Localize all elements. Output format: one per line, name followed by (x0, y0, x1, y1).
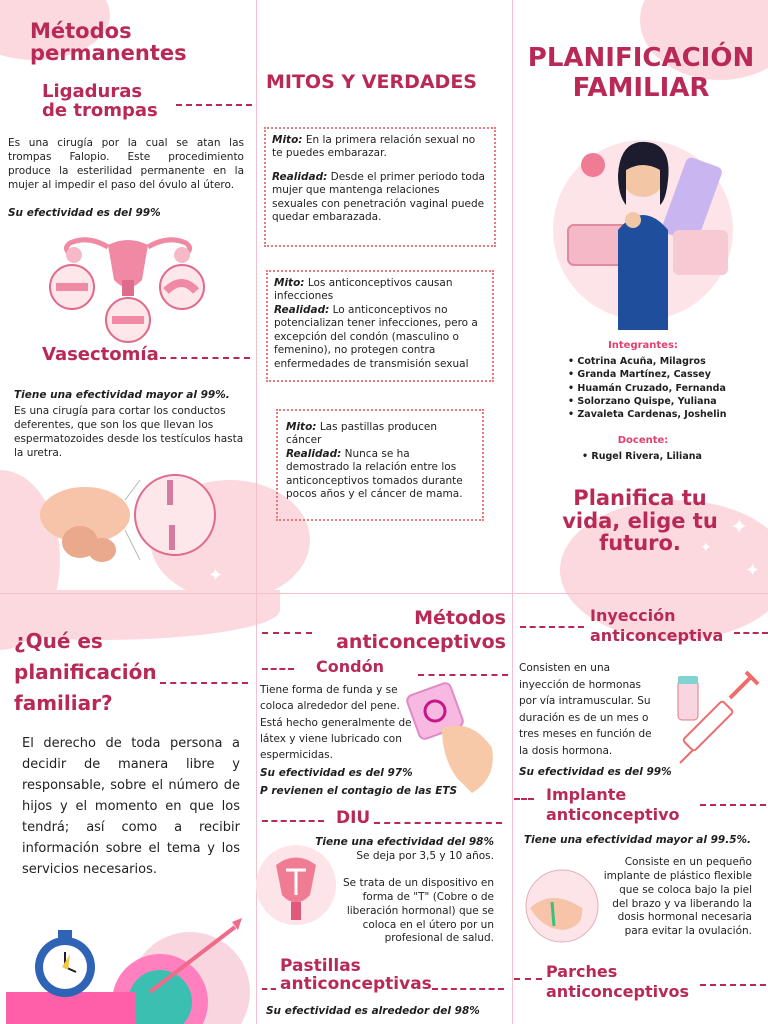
reality-label: Realidad: (286, 447, 342, 460)
title-line: anticonceptivos (546, 982, 690, 1001)
condon-effectiveness: Su efectividad es del 97% (260, 767, 413, 779)
title-line: anticonceptivo (546, 805, 680, 824)
title-line: de trompas (42, 99, 158, 121)
myth-text: Las pastillas producen cáncer (286, 421, 437, 447)
implant-arm-illustration (522, 868, 604, 944)
vasectomia-title: Vasectomía (42, 344, 159, 365)
diu-effectiveness: Tiene una efectividad del 98% (315, 836, 494, 848)
sparkle-icon: ✦ (228, 20, 244, 41)
myth-3 (286, 421, 474, 448)
title-line: anticonceptivas (280, 973, 432, 994)
vasectomia-text: Es una cirugía para cortar los conductos deferentes, que son los que llevan los espermatozoides desde los testículos hasta la uretra. (14, 405, 244, 459)
condon-text: Tiene forma de funda y se coloca alrededor del pene. Está hecho generalmente de látex y viene lubricado con espermicidas. (260, 684, 412, 762)
pastillas-title (280, 958, 432, 994)
condon-ets: P revienen el contagio de las ETS (260, 785, 458, 797)
sparkle-icon: ✦ (700, 540, 712, 556)
title-line: Implante (546, 785, 627, 804)
slogan-line: futuro. (599, 531, 681, 556)
inyeccion-effectiveness: Su efectividad es del 99% (519, 766, 672, 778)
dashed-divider (734, 632, 768, 634)
diu-text: Se trata de un dispositivo en forma de "T" (Cobre o de liberación hormonal) que se coloca en el útero por un profesional de salud. (343, 877, 494, 945)
myth-text: Los anticonceptivos causan infecciones (274, 277, 453, 303)
reality-label: Realidad: (272, 170, 328, 183)
docente-label: Docente: (617, 435, 669, 447)
title-line: PLANIFICACIÓN (527, 43, 755, 73)
reality-text: Lo anticonceptivos no potencializan tener infecciones, pero a excepción del condón (masculino o femenino), no protegen contra enfermedades de transmisión sexual (274, 303, 478, 370)
pastillas-effectiveness: Su efectividad es alrededor del 98% (266, 1005, 480, 1017)
myth-label: Mito: (274, 277, 305, 289)
list-item: • Solorzano Quispe, Yuliana (568, 395, 758, 408)
sparkle-icon: ✦ (730, 515, 749, 540)
myth-box-2 (266, 270, 494, 382)
list-item: • Cotrina Acuña, Milagros (568, 355, 758, 368)
implante-effectiveness: Tiene una efectividad mayor al 99.5%. (524, 834, 752, 846)
inyeccion-text: Consisten en una inyección de hormonas por vía intramuscular. Su duración es de un mes o tres meses en función de la dosis hormona. (519, 662, 652, 757)
ligaduras-title (42, 83, 158, 121)
dashed-divider (262, 632, 312, 634)
dashed-divider (514, 978, 542, 980)
sparkle-icon: ✦ (745, 560, 761, 581)
slogan-line: vida, elige tu (562, 508, 718, 533)
title-line: Inyección (590, 606, 676, 625)
dashed-divider (262, 668, 294, 670)
panel-divider (0, 593, 768, 594)
implante-title (546, 785, 680, 825)
dashed-divider (374, 822, 502, 824)
myth-label: Mito: (286, 421, 317, 433)
title-line: anticonceptiva (590, 626, 724, 645)
diu-uterus-illustration (256, 840, 336, 930)
calendar-clock-illustration (0, 912, 256, 1024)
title-line: Ligaduras (42, 81, 143, 102)
dashed-divider (418, 674, 508, 676)
reality-1 (272, 171, 488, 225)
title-line: FAMILIAR (572, 72, 710, 103)
dashed-divider (176, 104, 252, 106)
dashed-divider (700, 804, 766, 806)
woman-contraceptives-illustration (548, 120, 738, 330)
que-es-title (14, 626, 157, 719)
myth-text: En la primera relación sexual no te puedes embarazar. (272, 134, 476, 160)
dashed-divider (160, 357, 250, 359)
dashed-divider (432, 988, 504, 990)
mitos-verdades-title: MITOS Y VERDADES (266, 71, 477, 93)
myth-box-3 (276, 409, 484, 521)
myth-box-1 (264, 127, 496, 247)
reality-text: Desde el primer periodo toda mujer que mantenga relaciones sexuales con penetración vaginal puede quedar embarazada. (272, 170, 485, 224)
title-line: anticonceptivos (336, 630, 506, 653)
myth-label: Mito: (272, 134, 303, 146)
vasectomia-effectiveness: Tiene una efectividad mayor al 99%. (14, 389, 230, 401)
ligaduras-effectiveness: Su efectividad es del 99% (8, 207, 161, 219)
panel-divider (512, 0, 513, 1024)
myth-1 (272, 134, 488, 161)
dashed-divider (514, 798, 534, 800)
diu-title: DIU (336, 808, 371, 828)
reality-3 (286, 448, 474, 502)
que-es-text: El derecho de toda persona a decidir de manera libre y responsable, sobre el número de hijos y el momento en que los tendrá; así como a recibir información sobre el tema y los servicios necesarios. (22, 736, 240, 878)
condon-title: Condón (316, 657, 384, 676)
sparkle-icon: ✦ (208, 565, 224, 586)
title-line: Métodos (30, 19, 132, 43)
integrantes-block (568, 340, 758, 464)
dashed-divider (700, 984, 766, 986)
integrantes-list (568, 355, 758, 421)
title-line: Pastillas (280, 956, 361, 976)
dashed-divider (520, 626, 584, 628)
list-item: • Granda Martínez, Cassey (568, 368, 758, 381)
metodos-permanentes-title (30, 20, 187, 64)
title-line: planificación (14, 660, 157, 684)
docente-list (568, 450, 758, 463)
syringe-illustration (660, 668, 766, 768)
list-item: • Rugel Rivera, Liliana (582, 450, 758, 463)
uterus-tubes-illustration (48, 225, 208, 345)
title-line: ¿Qué es (14, 629, 103, 653)
slogan (540, 487, 740, 555)
reality-label: Realidad: (274, 303, 330, 316)
list-item: • Huamán Cruzado, Fernanda (568, 382, 758, 395)
implante-text: Consiste en un pequeño implante de plástico flexible que se coloca bajo la piel del brazo y va liberando la dosis hormonal necesaria para evitar la ovulación. (603, 856, 752, 938)
title-line: Métodos (414, 607, 506, 629)
dashed-divider (262, 820, 324, 822)
vasectomy-illustration (30, 470, 220, 570)
inyeccion-title (590, 606, 723, 646)
title-line: familiar? (14, 691, 113, 715)
metodos-anticonceptivos-title (316, 607, 506, 655)
title-line: permanentes (30, 41, 187, 66)
ligaduras-text: Es una cirugía por la cual se atan las trompas Falopio. Este procedimiento produce la esterilidad permanente en la mujer al impedir el paso del óvulo al útero. (8, 137, 244, 191)
slogan-line: Planifica tu (573, 486, 707, 510)
reality-text: Nunca se ha demostrado la relación entre los anticonceptivos tomados durante pocos años y el cáncer de mama. (286, 447, 463, 501)
planificacion-title (514, 44, 768, 104)
list-item: • Zavaleta Cardenas, Joshelin (568, 408, 758, 421)
dashed-divider (160, 682, 248, 684)
title-line: Parches (546, 962, 618, 981)
myth-2 (274, 277, 486, 304)
dashed-divider (262, 988, 276, 990)
integrantes-label: Integrantes: (608, 340, 678, 351)
parches-title (546, 962, 689, 1002)
reality-2 (274, 304, 486, 371)
condom-hand-illustration (402, 678, 502, 798)
diu-years: Se deja por 3,5 y 10 años. (356, 850, 494, 862)
